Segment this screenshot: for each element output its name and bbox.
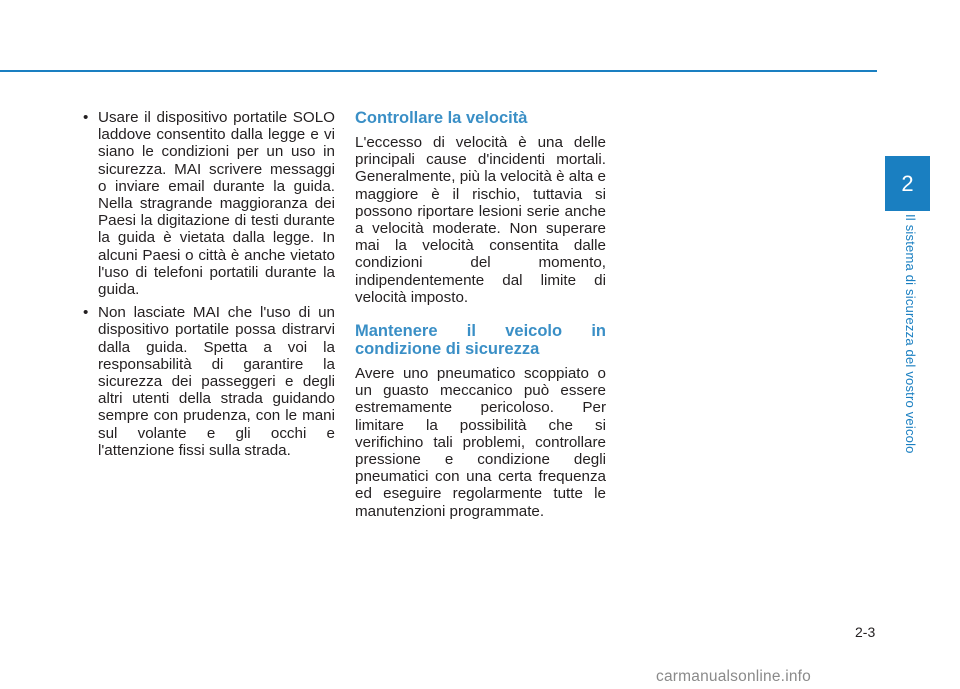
section-body-speed: L'eccesso di velocità è una delle principali cause d'incidenti mortali. Generalmente, più la velocità è alta e maggiore è il rischio, tuttavia si possono riportare lesioni serie anche a velocità moderate. Non superare mai la velocità consentita dalle condizioni del momento, indipendentemente dal limite di velocità imposto. <box>355 134 606 306</box>
bullet-item: • Non lasciate MAI che l'uso di un dispositivo portatile possa distrarvi dalla guida. Spetta a voi la responsabilità di garantire la sicurezza dei passeggeri e degli altri utenti della strada guidando sempre con prudenza, con le mani sul volante e gli occhi e l'attenzione fissi sulla strada. <box>80 304 335 459</box>
header-rule <box>0 70 877 72</box>
section-heading-speed: Controllare la velocità <box>355 109 528 127</box>
chapter-number: 2 <box>901 170 914 196</box>
bullet-list <box>80 109 335 459</box>
left-column <box>80 109 335 465</box>
chapter-title: Il sistema di sicurezza del vostro veicolo <box>903 214 918 454</box>
middle-column <box>355 109 606 520</box>
watermark-link[interactable]: carmanualsonline.info <box>656 668 811 685</box>
bullet-item: • Usare il dispositivo portatile SOLO laddove consentito dalla legge e vi siano le condizioni per un uso in sicurezza. MAI scrivere messaggi o inviare email durante la guida. Nella stragrande maggioranza dei Paesi la digitazione di testi durante la guida è vietata dalla legge. In alcuni Paesi o città è anche vietato l'uso di telefoni portatili durante la guida. <box>80 109 335 298</box>
section-heading-maintenance: Mantenere il veicolo in condizione di sicurezza <box>355 322 606 359</box>
page-number: 2-3 <box>855 624 876 640</box>
section-body-maintenance: Avere uno pneumatico scoppiato o un guasto meccanico può essere estremamente pericoloso. Per limitare la possibilità che si verifichino tali problemi, controllare pressione e condizione degli pneumatici con una certa frequenza ed eseguire regolarmente tutte le manutenzioni programmate. <box>355 365 606 520</box>
chapter-tab <box>885 156 930 211</box>
